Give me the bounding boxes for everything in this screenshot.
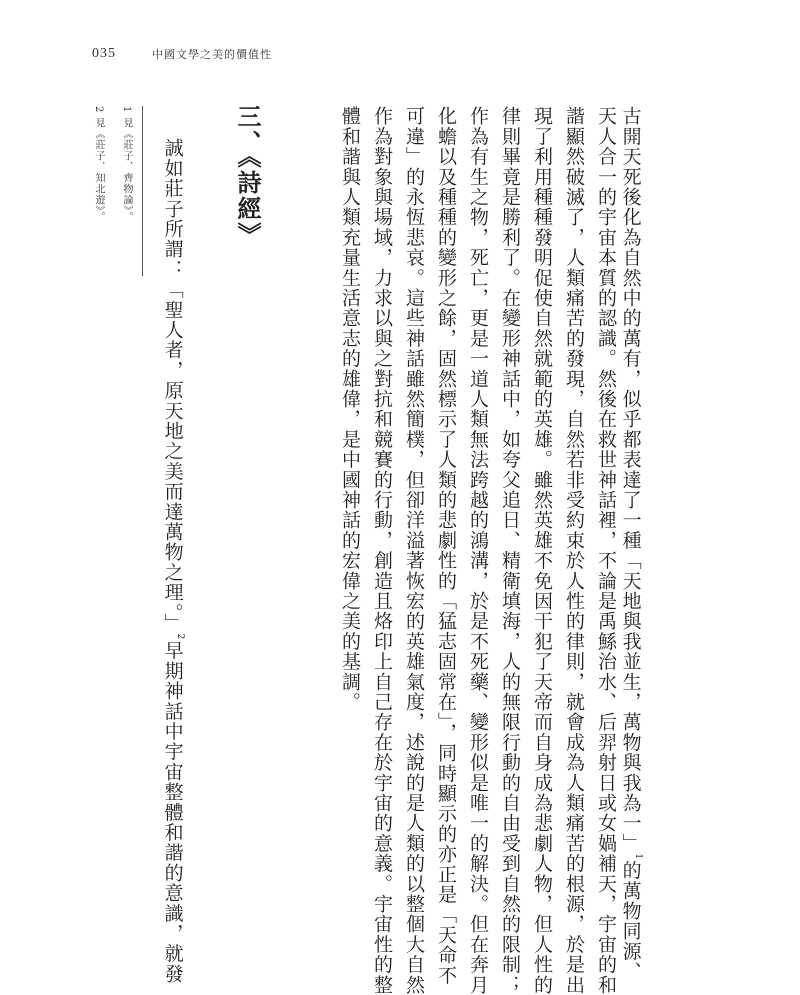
footnote-text: 見《莊子．知北遊》。	[93, 117, 104, 223]
footnote-1	[118, 106, 134, 306]
footnote-ref-2: 2	[175, 633, 185, 641]
text-column-2: 天人合一的宇宙本質的認識。然後在救世神話裡，不論是禹鯀治水、后羿射日或女媧補天，宇宙的和	[595, 106, 617, 995]
footnote-divider	[142, 106, 143, 276]
footnote-number: 1	[121, 106, 132, 114]
text-column-11: 誠如莊子所謂：「聖人者，原天地之美而達萬物之理。」$^2$早期神話中宇宙整體和諧的意識，就發	[161, 138, 185, 984]
text-column-8: 可違」的永恆悲哀。這些神話雖然簡樸，但卻洋溢著恢宏的英雄氣度，述說的是人類的以整個大自然	[403, 106, 425, 995]
text-column-9: 作為對象與場域，力求以與之對抗和競賽的行動，創造且烙印上自己存在於宇宙的意義。宇宙性的整	[371, 106, 393, 995]
footnote-text: 見《莊子．齊物論》。	[121, 117, 132, 223]
running-header	[92, 44, 272, 64]
text-column-6: 作為有生之物，死亡，更是一道人類無法跨越的鴻溝，於是不死藥、變形似是唯一的解決。但在奔月	[467, 106, 489, 995]
text-column-7: 化蟾以及種種的變形之餘，固然標示了人類的悲劇性的「猛志固常在」，同時顯示的亦正是「天命不	[435, 106, 457, 986]
running-title: 中國文學之美的價值性	[152, 48, 272, 61]
text-column-1: 古開天死後化為自然中的萬有，似乎都表達了一種「天地與我並生，萬物與我為一」$^1$的萬物同源、	[619, 106, 643, 982]
footnote-2	[90, 106, 106, 306]
footnote-ref-1: 1	[633, 853, 643, 861]
section-heading: 三、《詩經》	[233, 104, 262, 248]
text-column-3: 諧顯然破滅了，人類痛苦的發現，自然若非受約束於人性的律則，就會成為人類痛苦的根源，於是出	[563, 106, 585, 995]
text-column-5: 律則畢竟是勝利了。在變形神話中，如夸父追日、精衛填海，人的無限行動的自由受到自然的限制；	[499, 106, 521, 995]
text-column-10: 體和諧與人類充量生活意志的雄偉，是中國神話的宏偉之美的基調。	[339, 106, 361, 712]
footnote-number: 2	[93, 106, 104, 114]
page-number: 035	[92, 46, 116, 61]
text-column-4: 現了利用種種發明促使自然就範的英雄。雖然英雄不免因干犯了天帝而自身成為悲劇人物，但人性的	[531, 106, 553, 995]
